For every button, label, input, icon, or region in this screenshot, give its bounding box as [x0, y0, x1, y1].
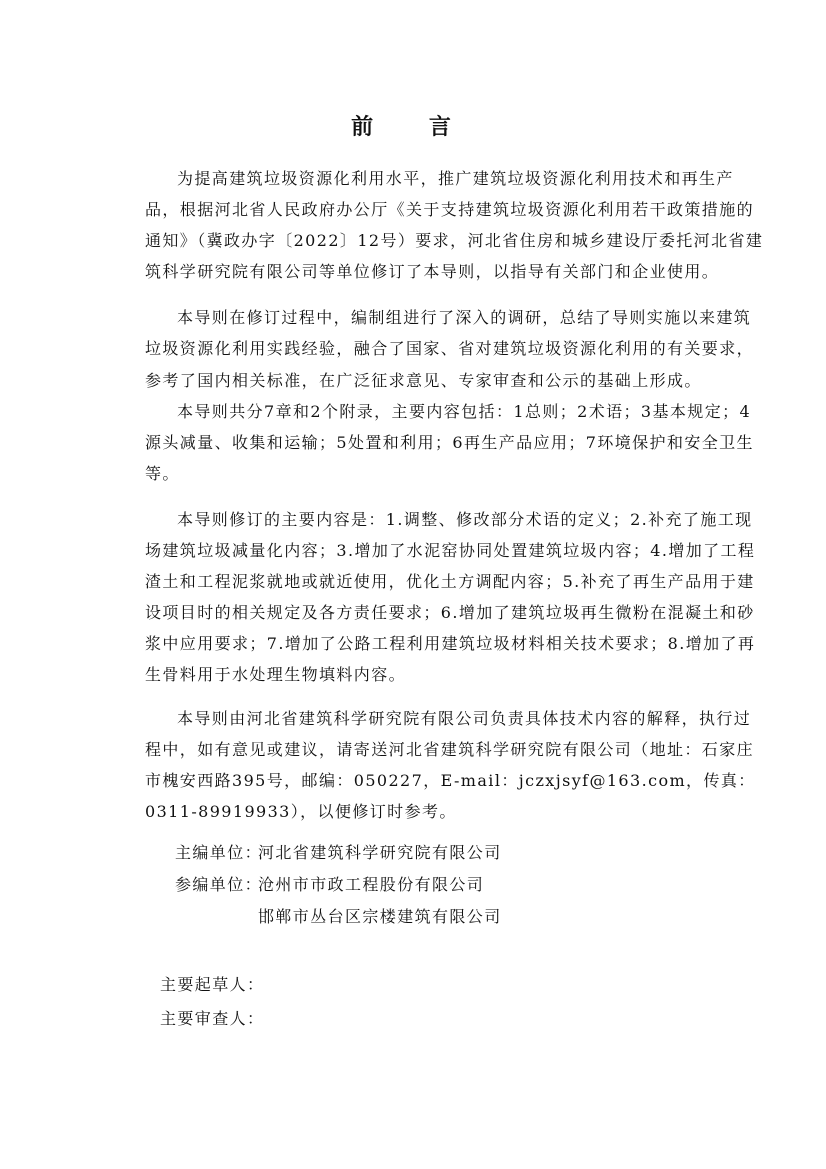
text-line: 本导则共分7章和2个附录，主要内容包括：1总则；2术语；3基本规定；4 — [177, 402, 752, 421]
participating-editor-label: 参编单位： — [175, 875, 263, 894]
text-line: 本导则在修订过程中，编制组进行了深入的调研，总结了导则实施以来建筑 — [177, 308, 752, 327]
text-line: 生骨料用于水处理生物填料内容。 — [145, 665, 407, 684]
page-title: 前 言 — [351, 114, 475, 140]
text-line: 设项目时的相关规定及各方责任要求；6.增加了建筑垃圾再生微粉在混凝土和砂 — [145, 603, 755, 622]
participating-editor: 邯郸市丛台区宗楼建筑有限公司 — [258, 907, 502, 926]
text-line: 通知》（冀政办字〔2022〕12号）要求，河北省住房和城乡建设厅委托河北省建 — [145, 231, 764, 250]
text-line: 等。 — [145, 464, 180, 483]
text-line: 品，根据河北省人民政府办公厅《关于支持建筑垃圾资源化利用若干政策措施的 — [145, 200, 755, 219]
text-line: 市槐安西路395号，邮编：050227，E-mail：jczxjsyf@163.com，传真： — [145, 771, 756, 790]
text-line: 0311-89919933），以便修订时参考。 — [145, 802, 457, 821]
chief-editor-label: 主编单位： — [175, 843, 263, 862]
text-line: 筑科学研究院有限公司等单位修订了本导则，以指导有关部门和企业使用。 — [145, 262, 720, 281]
text-line: 为提高建筑垃圾资源化利用水平，推广建筑垃圾资源化利用技术和再生产 — [177, 169, 734, 188]
text-line: 渣土和工程泥浆就地或就近使用，优化土方调配内容；5.补充了再生产品用于建 — [145, 572, 755, 591]
text-line: 本导则由河北省建筑科学研究院有限公司负责具体技术内容的解释，执行过 — [177, 709, 752, 728]
text-line: 浆中应用要求；7.增加了公路工程利用建筑垃圾材料相关技术要求；8.增加了再 — [145, 634, 756, 653]
text-line: 场建筑垃圾减量化内容；3.增加了水泥窑协同处置建筑垃圾内容；4.增加了工程 — [145, 541, 756, 560]
text-line: 源头减量、收集和运输；5处置和利用；6再生产品应用；7环境保护和安全卫生 — [145, 433, 754, 452]
text-line: 参考了国内相关标准，在广泛征求意见、专家审查和公示的基础上形成。 — [145, 371, 702, 390]
chief-editor: 河北省建筑科学研究院有限公司 — [258, 843, 502, 862]
drafters-label: 主要起草人： — [160, 975, 265, 994]
text-line: 本导则修订的主要内容是：1.调整、修改部分术语的定义；2.补充了施工现 — [177, 510, 753, 529]
participating-editor: 沧州市市政工程股份有限公司 — [258, 875, 485, 894]
text-line: 程中，如有意见或建议，请寄送河北省建筑科学研究院有限公司（地址：石家庄 — [145, 740, 755, 759]
text-line: 垃圾资源化利用实践经验，融合了国家、省对建筑垃圾资源化利用的有关要求， — [145, 339, 755, 358]
reviewers-label: 主要审查人： — [160, 1009, 265, 1028]
